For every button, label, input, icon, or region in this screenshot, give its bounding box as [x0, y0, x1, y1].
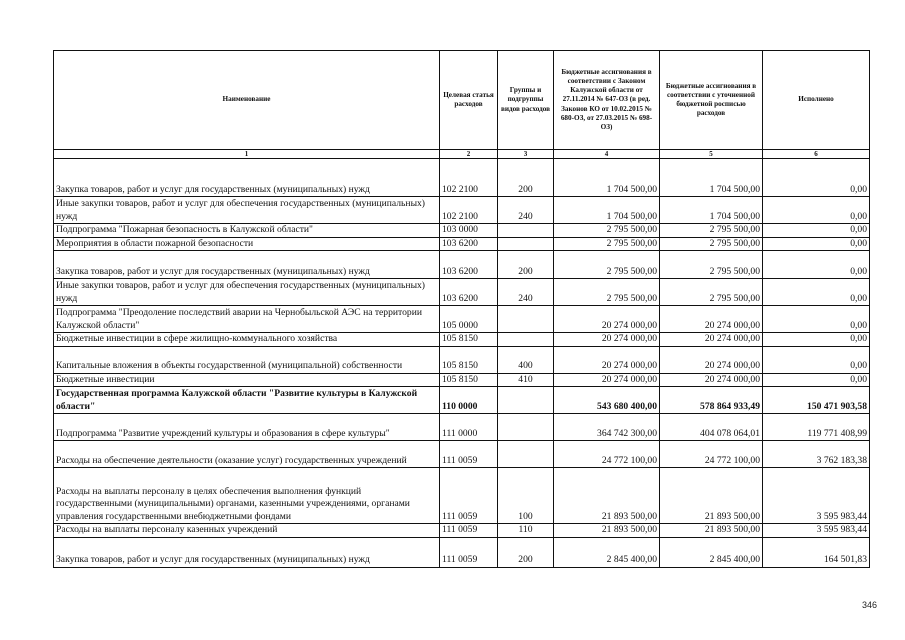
- row-target-code: 102 2100: [440, 159, 498, 197]
- table-row: [54, 159, 870, 197]
- row-refined-amount: 2 795 500,00: [660, 279, 763, 306]
- row-law-amount: 2 795 500,00: [554, 224, 660, 238]
- row-target-code: 105 8150: [440, 373, 498, 387]
- row-name: Расходы на выплаты персоналу казенных учреждений: [54, 524, 440, 538]
- row-law-amount: 2 795 500,00: [554, 251, 660, 279]
- row-executed-amount: 0,00: [763, 333, 870, 347]
- row-name: Расходы на выплаты персоналу в целях обеспечения выполнения функций государственными (муниципальными) органами, казенными учреждениями, органами управления государственными внебюджетными фондами: [54, 468, 440, 524]
- row-target-code: 103 6200: [440, 279, 498, 306]
- row-refined-amount: 2 795 500,00: [660, 251, 763, 279]
- row-refined-amount: 2 795 500,00: [660, 237, 763, 251]
- table-row: [54, 197, 870, 224]
- row-law-amount: 21 893 500,00: [554, 524, 660, 538]
- row-law-amount: 543 680 400,00: [554, 387, 660, 414]
- row-executed-amount: 164 501,83: [763, 537, 870, 567]
- row-name: Государственная программа Калужской области "Развитие культуры в Калужской области": [54, 387, 440, 414]
- row-target-code: 105 8150: [440, 346, 498, 373]
- row-refined-amount: 20 274 000,00: [660, 333, 763, 347]
- row-executed-amount: 150 471 903,58: [763, 387, 870, 414]
- row-group: 200: [498, 251, 554, 279]
- row-group: 240: [498, 197, 554, 224]
- row-name: Закупка товаров, работ и услуг для государственных (муниципальных) нужд: [54, 159, 440, 197]
- column-number: 1: [54, 150, 440, 159]
- row-target-code: 111 0059: [440, 537, 498, 567]
- row-target-code: 103 6200: [440, 237, 498, 251]
- column-number: 5: [660, 150, 763, 159]
- row-refined-amount: 24 772 100,00: [660, 441, 763, 468]
- row-executed-amount: 0,00: [763, 279, 870, 306]
- header-executed: Исполнено: [763, 51, 870, 150]
- row-name: Подпрограмма "Пожарная безопасность в Калужской области": [54, 224, 440, 238]
- table-row: [54, 333, 870, 347]
- row-executed-amount: 0,00: [763, 373, 870, 387]
- header-expense-group: Группы и подгруппы видов расходов: [498, 51, 554, 150]
- table-row: [54, 251, 870, 279]
- row-target-code: 111 0059: [440, 524, 498, 538]
- row-target-code: 111 0059: [440, 441, 498, 468]
- row-name: Капитальные вложения в объекты государственной (муниципальной) собственности: [54, 346, 440, 373]
- table-row: [54, 306, 870, 333]
- row-name: Закупка товаров, работ и услуг для государственных (муниципальных) нужд: [54, 251, 440, 279]
- row-refined-amount: 404 078 064,01: [660, 414, 763, 441]
- row-group: [498, 224, 554, 238]
- row-name: Расходы на обеспечение деятельности (оказание услуг) государственных учреждений: [54, 441, 440, 468]
- row-name: Подпрограмма "Преодоление последствий аварии на Чернобыльской АЭС на территории Калужской области": [54, 306, 440, 333]
- budget-table: [53, 50, 870, 568]
- row-target-code: 110 0000: [440, 387, 498, 414]
- row-law-amount: 20 274 000,00: [554, 306, 660, 333]
- table-row-program: [54, 387, 870, 414]
- row-refined-amount: 1 704 500,00: [660, 159, 763, 197]
- row-target-code: 103 6200: [440, 251, 498, 279]
- row-law-amount: 20 274 000,00: [554, 346, 660, 373]
- row-name: Иные закупки товаров, работ и услуг для обеспечения государственных (муниципальных) нужд: [54, 197, 440, 224]
- row-group: 100: [498, 468, 554, 524]
- table-row: [54, 524, 870, 538]
- row-executed-amount: 3 595 983,44: [763, 468, 870, 524]
- row-name: Бюджетные инвестиции в сфере жилищно-коммунального хозяйства: [54, 333, 440, 347]
- row-law-amount: 20 274 000,00: [554, 333, 660, 347]
- row-name: Бюджетные инвестиции: [54, 373, 440, 387]
- row-law-amount: 2 795 500,00: [554, 279, 660, 306]
- row-group: [498, 441, 554, 468]
- table-row: [54, 441, 870, 468]
- row-refined-amount: 21 893 500,00: [660, 524, 763, 538]
- table-row: [54, 373, 870, 387]
- row-name: Иные закупки товаров, работ и услуг для обеспечения государственных (муниципальных) нужд: [54, 279, 440, 306]
- table-row: [54, 468, 870, 524]
- row-executed-amount: 0,00: [763, 251, 870, 279]
- page-number: 346: [862, 600, 878, 610]
- row-group: [498, 237, 554, 251]
- row-target-code: 105 0000: [440, 306, 498, 333]
- row-refined-amount: 2 795 500,00: [660, 224, 763, 238]
- row-group: 400: [498, 346, 554, 373]
- row-group: 110: [498, 524, 554, 538]
- row-law-amount: 2 845 400,00: [554, 537, 660, 567]
- row-group: [498, 333, 554, 347]
- table-row: [54, 537, 870, 567]
- row-refined-amount: 2 845 400,00: [660, 537, 763, 567]
- table-row: [54, 414, 870, 441]
- row-name: Закупка товаров, работ и услуг для государственных (муниципальных) нужд: [54, 537, 440, 567]
- row-executed-amount: 0,00: [763, 237, 870, 251]
- row-executed-amount: 0,00: [763, 346, 870, 373]
- header-target-article: Целевая статья расходов: [440, 51, 498, 150]
- row-executed-amount: 3 762 183,38: [763, 441, 870, 468]
- row-refined-amount: 578 864 933,49: [660, 387, 763, 414]
- row-target-code: 102 2100: [440, 197, 498, 224]
- row-target-code: 111 0000: [440, 414, 498, 441]
- row-refined-amount: 20 274 000,00: [660, 346, 763, 373]
- row-target-code: 105 8150: [440, 333, 498, 347]
- row-refined-amount: 20 274 000,00: [660, 373, 763, 387]
- row-law-amount: 24 772 100,00: [554, 441, 660, 468]
- row-refined-amount: 20 274 000,00: [660, 306, 763, 333]
- row-group: [498, 387, 554, 414]
- row-target-code: 111 0059: [440, 468, 498, 524]
- table-row: [54, 224, 870, 238]
- row-name: Мероприятия в области пожарной безопасности: [54, 237, 440, 251]
- row-law-amount: 1 704 500,00: [554, 159, 660, 197]
- row-group: 410: [498, 373, 554, 387]
- table-row: [54, 279, 870, 306]
- row-law-amount: 364 742 300,00: [554, 414, 660, 441]
- row-law-amount: 21 893 500,00: [554, 468, 660, 524]
- header-law-allocation: Бюджетные ассигнования в соответствии с Законом Калужской области от 27.11.2014 № 647-ОЗ (в ред. Законов КО от 10.02.2015 № 680-ОЗ, от 27.03.2015 № 698-ОЗ): [554, 51, 660, 150]
- row-executed-amount: 0,00: [763, 197, 870, 224]
- row-executed-amount: 0,00: [763, 224, 870, 238]
- column-number: 3: [498, 150, 554, 159]
- row-refined-amount: 1 704 500,00: [660, 197, 763, 224]
- table-row: [54, 346, 870, 373]
- column-number: 4: [554, 150, 660, 159]
- column-number: 2: [440, 150, 498, 159]
- row-executed-amount: 0,00: [763, 159, 870, 197]
- header-refined-allocation: Бюджетные ассигнования в соответствии с уточненной бюджетной росписью расходов: [660, 51, 763, 150]
- row-law-amount: 2 795 500,00: [554, 237, 660, 251]
- row-name: Подпрограмма "Развитие учреждений культуры и образования в сфере культуры": [54, 414, 440, 441]
- row-executed-amount: 0,00: [763, 306, 870, 333]
- column-number: 6: [763, 150, 870, 159]
- row-group: 200: [498, 159, 554, 197]
- row-executed-amount: 3 595 983,44: [763, 524, 870, 538]
- column-number-row: [54, 150, 870, 159]
- row-group: [498, 414, 554, 441]
- header-row: [54, 51, 870, 150]
- row-group: 240: [498, 279, 554, 306]
- row-law-amount: 1 704 500,00: [554, 197, 660, 224]
- row-law-amount: 20 274 000,00: [554, 373, 660, 387]
- row-executed-amount: 119 771 408,99: [763, 414, 870, 441]
- table-row: [54, 237, 870, 251]
- row-group: 200: [498, 537, 554, 567]
- row-refined-amount: 21 893 500,00: [660, 468, 763, 524]
- row-group: [498, 306, 554, 333]
- header-name: Наименование: [54, 51, 440, 150]
- row-target-code: 103 0000: [440, 224, 498, 238]
